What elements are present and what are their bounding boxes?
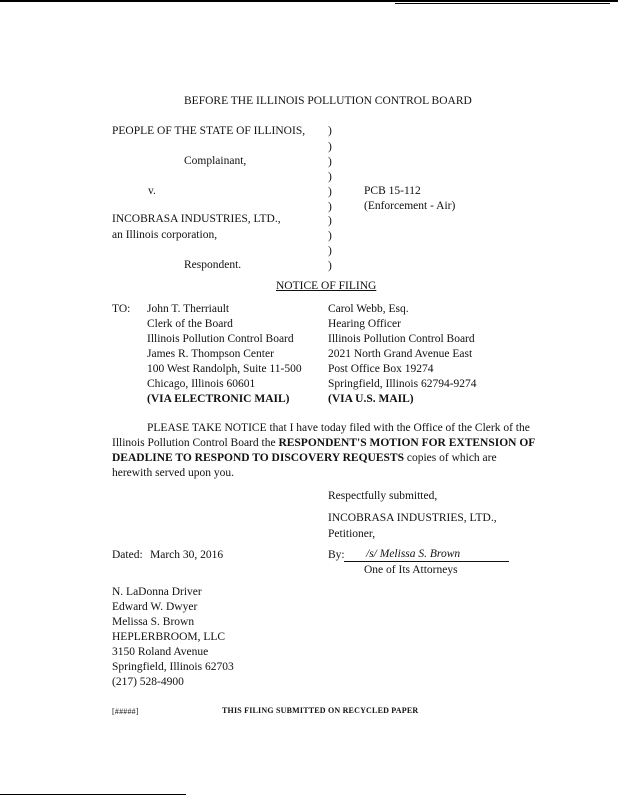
scan-artifact-top-right <box>395 3 610 4</box>
footer-text <box>222 703 418 718</box>
signer-role: Petitioner, <box>328 528 376 540</box>
method-text: (VIA ELECTRONIC MAIL) <box>147 393 290 405</box>
recipient-right-line: Springfield, Illinois 62794-9274 <box>328 378 477 390</box>
body-bold-text: DEADLINE TO RESPOND TO DISCOVERY REQUESTS <box>112 452 404 464</box>
method-text: (VIA U.S. MAIL) <box>328 393 414 405</box>
date-value: March 30, 2016 <box>150 549 224 561</box>
to-label: TO: <box>112 303 131 315</box>
caption-paren: ) <box>328 260 332 272</box>
scan-artifact-bottom <box>0 794 186 795</box>
recipient-left-line: Illinois Pollution Control Board <box>147 333 294 345</box>
caption-paren: ) <box>328 245 332 257</box>
footer-id: [#####] <box>112 707 139 716</box>
caption-paren: ) <box>328 215 332 227</box>
complainant-label: Complainant, <box>184 155 247 167</box>
attorney-line: 3150 Roland Avenue <box>112 646 209 658</box>
respondent-description: an Illinois corporation, <box>112 229 218 241</box>
recipient-right-line: 2021 North Grand Avenue East <box>328 348 473 360</box>
attorney-line: HEPLERBROOM, LLC <box>112 631 226 643</box>
signature: /s/ Melissa S. Brown <box>366 548 461 560</box>
caption-paren: ) <box>328 230 332 242</box>
recipient-left-line: Clerk of the Board <box>147 318 233 330</box>
body-line-1: PLEASE TAKE NOTICE that I have today filed with the Office of the Clerk of the <box>147 422 530 434</box>
by-label: By: <box>328 549 345 561</box>
recipient-right-line: Carol Webb, Esq. <box>328 303 409 315</box>
page-heading: BEFORE THE ILLINOIS POLLUTION CONTROL BOARD <box>184 95 472 107</box>
scan-artifact-top <box>0 0 618 2</box>
body-line-3 <box>112 451 497 466</box>
attorney-line: Springfield, Illinois 62703 <box>112 661 234 673</box>
recipient-left-line: Chicago, Illinois 60601 <box>147 378 256 390</box>
caption-paren: ) <box>328 186 332 198</box>
attorney-line: N. LaDonna Driver <box>112 586 202 598</box>
respondent-name: INCOBRASA INDUSTRIES, LTD., <box>112 213 281 225</box>
case-number: PCB 15-112 <box>364 185 421 197</box>
recipient-left-line: 100 West Randolph, Suite 11-500 <box>147 363 302 375</box>
body-text: copies of which are <box>403 452 497 464</box>
body-line-4: herewith served upon you. <box>112 467 234 479</box>
attorney-line: Edward W. Dwyer <box>112 601 198 613</box>
recipient-right-line: Hearing Officer <box>328 318 401 330</box>
date-label: Dated: <box>112 549 143 561</box>
caption-paren: ) <box>328 156 332 168</box>
body-text: Illinois Pollution Control Board the <box>112 437 279 449</box>
recipient-right-method <box>328 392 414 407</box>
body-line-2 <box>112 436 535 451</box>
recipient-left-line: James R. Thompson Center <box>147 348 274 360</box>
versus-label: v. <box>148 185 156 197</box>
attorney-line: (217) 528-4900 <box>112 676 184 688</box>
attorney-line: Melissa S. Brown <box>112 616 195 628</box>
recipient-right-line: Post Office Box 19274 <box>328 363 434 375</box>
recipient-right-line: Illinois Pollution Control Board <box>328 333 475 345</box>
signer-capacity: One of Its Attorneys <box>364 564 458 576</box>
document-title: NOTICE OF FILING <box>276 280 377 292</box>
footer-bold-text: THIS FILING SUBMITTED ON RECYCLED PAPER <box>222 706 419 715</box>
closing: Respectfully submitted, <box>328 490 438 502</box>
recipient-left-method <box>147 392 290 407</box>
caption-paren: ) <box>328 125 332 137</box>
caption-paren: ) <box>328 201 332 213</box>
caption-paren: ) <box>328 141 332 153</box>
recipient-left-line: John T. Therriault <box>147 303 230 315</box>
case-type: (Enforcement - Air) <box>364 200 456 212</box>
respondent-label: Respondent. <box>184 259 242 271</box>
body-bold-text: RESPONDENT'S MOTION FOR EXTENSION OF <box>278 437 536 449</box>
signer-company: INCOBRASA INDUSTRIES, LTD., <box>328 512 497 524</box>
plaintiff-name: PEOPLE OF THE STATE OF ILLINOIS, <box>112 125 306 137</box>
caption-paren: ) <box>328 171 332 183</box>
